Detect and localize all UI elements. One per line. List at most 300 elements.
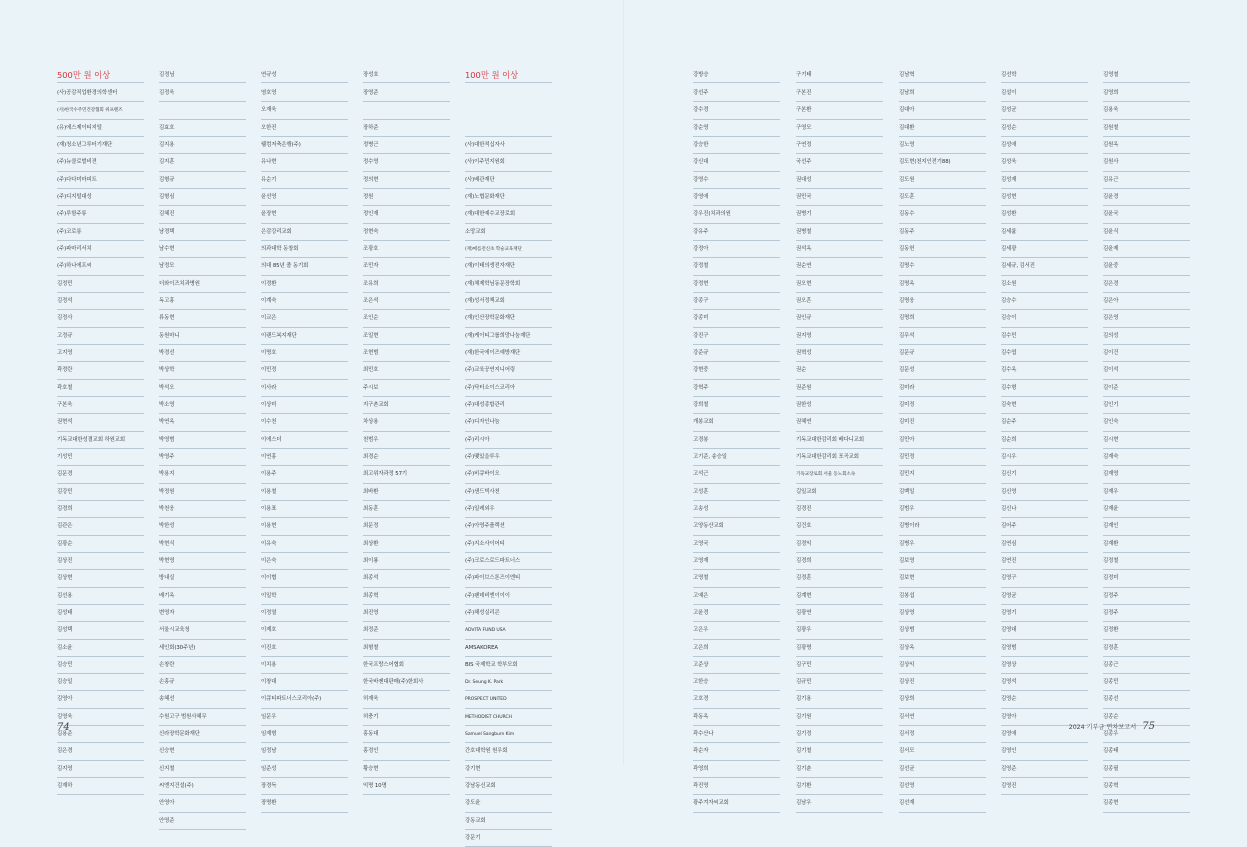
donor-name: 최정준 <box>363 622 450 639</box>
donor-name: 조은석 <box>363 293 450 310</box>
donor-name: 고은우 <box>693 622 780 639</box>
donor-name: 조광호 <box>363 241 450 258</box>
donor-name: 강동교회 <box>465 813 552 830</box>
donor-name: 김승수 <box>1001 293 1088 310</box>
donor-name: 김영애 <box>1001 726 1088 743</box>
donor-name: 김명희 <box>899 310 986 327</box>
donor-name: 강기현 <box>465 761 552 778</box>
donor-name: 권민국 <box>796 189 883 206</box>
donor-name: 김윤중 <box>1103 258 1190 275</box>
donor-name: 허충기 <box>363 709 450 726</box>
donor-name: 정인재 <box>363 206 450 223</box>
donor-name: 박한성 <box>159 518 246 535</box>
donor-name: 한국프랑스어협회 <box>363 657 450 674</box>
donor-name: 의대 85년 졸 동기회 <box>261 258 348 275</box>
donor-name: 차상용 <box>363 414 450 431</box>
donor-name: 익명 10명 <box>363 778 450 795</box>
donor-name: 강현중 <box>693 362 780 379</box>
donor-name: 김성욱 <box>1001 154 1088 171</box>
donor-name: 윤선영 <box>261 189 348 206</box>
donor-name: 김소윤 <box>57 640 144 657</box>
donor-name: 안영준 <box>159 813 246 830</box>
donor-name: 김성택 <box>57 622 144 639</box>
donor-name: 김정주 <box>1103 588 1190 605</box>
donor-name: 김명수 <box>899 258 986 275</box>
donor-name: 김윤식 <box>1103 224 1190 241</box>
donor-name: (재)인산장학문화재단 <box>465 310 552 327</box>
donor-name: 임정남 <box>261 743 348 760</box>
donor-name: 김병이라 <box>899 518 986 535</box>
donor-name: 남경택 <box>159 224 246 241</box>
donor-name: 정원 <box>363 189 450 206</box>
donor-name: 김경희 <box>796 553 883 570</box>
donor-name: 배기옥 <box>159 588 246 605</box>
donor-name: 김종순 <box>1103 709 1190 726</box>
donor-name: (주)샌드빅사천 <box>465 484 552 501</box>
donor-name: 이상미 <box>261 397 348 414</box>
donor-name: 이진호 <box>261 640 348 657</box>
donor-name: 김세륨 <box>1001 224 1088 241</box>
donor-name: 권혁성 <box>796 345 883 362</box>
donor-name: 고준상 <box>693 657 780 674</box>
donor-name: (사)한국수주민건강협회 위프렌즈 <box>57 102 144 119</box>
donor-name: 박현영 <box>159 553 246 570</box>
donor-name: 김상영 <box>899 605 986 622</box>
donor-name: 고정규 <box>57 328 144 345</box>
donor-name: 김영희 <box>1103 85 1190 102</box>
donor-name: 김기환 <box>796 778 883 795</box>
donor-name: 김세광 <box>1001 241 1088 258</box>
donor-name: 구본욱 <box>57 397 144 414</box>
donor-name: (주)지소사이어티 <box>465 536 552 553</box>
donor-name: 최진영 <box>363 605 450 622</box>
donor-name: 임재형 <box>261 726 348 743</box>
donor-name: (재)케이티그룹희망나눔재단 <box>465 328 552 345</box>
donor-name: 곽호철 <box>57 380 144 397</box>
donor-name: (주)팬데비엔이이이 <box>465 588 552 605</box>
donor-name: 박정원 <box>159 484 246 501</box>
donor-name: 김선학 <box>1001 72 1017 78</box>
donor-name: 김원철 <box>1103 120 1190 137</box>
donor-name: 손홍규 <box>159 674 246 691</box>
donor-name: 권현석 <box>57 414 144 431</box>
donor-name: 이큐티파트너스코리아(주) <box>261 691 348 708</box>
donor-name: 강정아 <box>693 241 780 258</box>
donor-name: 김기춘 <box>796 761 883 778</box>
donor-name: 강도윤 <box>465 795 552 812</box>
donor-name: 박천웅 <box>159 501 246 518</box>
donor-name: 김신기 <box>1001 466 1088 483</box>
donor-name: 김상범 <box>899 622 986 639</box>
donor-name: 김구민 <box>796 657 883 674</box>
donor-name: 조현범 <box>363 345 450 362</box>
donor-name: 김윤국 <box>1103 206 1190 223</box>
donor-name: 권지영 <box>796 328 883 345</box>
donor-name: 김범우 <box>899 501 986 518</box>
donor-name: 김영인 <box>1001 743 1088 760</box>
donor-name: 박석오 <box>159 380 246 397</box>
donor-name: (유)에스제이티지털 <box>57 120 144 137</box>
right-col-4 <box>1001 68 1088 795</box>
donor-name: (재)체제학님동문장학회 <box>465 276 552 293</box>
donor-name: 은감강리교회 <box>261 224 348 241</box>
donor-name: 김기정 <box>796 726 883 743</box>
donor-name: 이용철 <box>261 484 348 501</box>
donor-name: 이민정 <box>261 362 348 379</box>
donor-name: 유순기 <box>261 172 348 189</box>
donor-name: 강종구 <box>693 293 780 310</box>
donor-name: (주)맺있을루우 <box>465 449 552 466</box>
donor-name: 김은경 <box>57 743 144 760</box>
donor-name: 김순주 <box>1001 414 1088 431</box>
donor-name: 김동주 <box>899 224 986 241</box>
donor-name: 정수영 <box>363 154 450 171</box>
donor-name: 유나현 <box>261 154 348 171</box>
donor-name: 강영애 <box>693 189 780 206</box>
donor-name: 이창대 <box>261 674 348 691</box>
donor-name: 고지영 <box>57 345 144 362</box>
donor-name: 김영석 <box>1001 674 1088 691</box>
donor-name: 간호대학원 원우회 <box>465 743 552 760</box>
donor-name: 김미정 <box>899 397 986 414</box>
donor-name: (주)하나에프씨 <box>57 258 144 275</box>
donor-name: 김상옥 <box>899 640 986 657</box>
donor-name: (주)파이브스톤즈이엔티 <box>465 570 552 587</box>
donor-name: 임준성 <box>261 761 348 778</box>
empty-cell <box>159 102 246 119</box>
donor-name: 강희철 <box>693 397 780 414</box>
donor-name: 방내실 <box>159 570 246 587</box>
donor-name: 장영준 <box>363 85 450 102</box>
donor-name: 이교은 <box>261 310 348 327</box>
donor-name: 강남동신교회 <box>465 778 552 795</box>
donor-name: 고송성 <box>693 501 780 518</box>
donor-name: (주)디지털대성 <box>57 189 144 206</box>
donor-name: 구기태 <box>796 72 812 78</box>
donor-name: (사)배관재단 <box>465 172 552 189</box>
donor-name: 곽동옥 <box>693 709 780 726</box>
section-header-100: 100만 원 이상 <box>465 68 552 83</box>
donor-name: (주)뉴클로벌비젼 <box>57 154 144 171</box>
donor-name: 김성애 <box>1001 137 1088 154</box>
donor-name: 김강민 <box>57 484 144 501</box>
donor-name: 권석옥 <box>796 241 883 258</box>
right-col-1 <box>693 68 780 813</box>
donor-name: 이명호 <box>261 345 348 362</box>
donor-name: 강유주 <box>693 224 780 241</box>
donor-name: 김수민 <box>1001 328 1088 345</box>
footer-text: 2024 기부금 연차보고서 <box>1068 724 1137 731</box>
donor-name: 권한성 <box>796 397 883 414</box>
donor-name: 김인기 <box>1103 397 1190 414</box>
donor-name: 김재인 <box>1103 518 1190 535</box>
donor-name: PROSPECT UNITED <box>465 691 552 708</box>
donor-name: 황승현 <box>363 761 450 778</box>
donor-name: 김선영 <box>899 778 986 795</box>
left-col-5 <box>465 68 552 847</box>
donor-name: 기독교대한감리회 베다니교회 <box>796 432 883 449</box>
donor-name: 김영구 <box>1001 570 1088 587</box>
donor-name: 국선주 <box>796 154 883 171</box>
donor-name: 송혜선 <box>159 691 246 708</box>
donor-name: 김선재 <box>899 795 986 812</box>
donor-name: 강승한 <box>693 137 780 154</box>
donor-name: 이용현 <box>261 518 348 535</box>
left-col-1 <box>57 68 144 795</box>
donor-name: 곽영희 <box>693 761 780 778</box>
left-col-3 <box>261 68 348 813</box>
donor-name: 손창란 <box>159 657 246 674</box>
donor-name: 김문성 <box>899 362 986 379</box>
donor-name: 김어주 <box>1001 518 1088 535</box>
donor-name: 구본진 <box>796 85 883 102</box>
donor-name: 김윤제 <box>1103 241 1190 258</box>
donor-name: 조유희 <box>363 276 450 293</box>
donor-name: 김성태 <box>57 605 144 622</box>
donor-name: 김규민 <box>796 674 883 691</box>
donor-name: 장하준 <box>363 120 450 137</box>
donor-name: 구연정 <box>796 137 883 154</box>
donor-name: 변영자 <box>159 605 246 622</box>
donor-name: 김보현 <box>899 570 986 587</box>
donor-name: 이에스더 <box>261 432 348 449</box>
donor-name: 김정님 <box>159 72 175 78</box>
donor-name: 김순희 <box>1001 432 1088 449</box>
donor-name: 김상현 <box>57 570 144 587</box>
donor-name: 김성균 <box>1001 102 1088 119</box>
donor-name: 김이석 <box>1103 362 1190 379</box>
donor-name: 소망교회 <box>465 224 552 241</box>
donor-name: 강정현 <box>693 276 780 293</box>
donor-name: 구영모 <box>796 120 883 137</box>
donor-name: 김형규 <box>159 172 246 189</box>
donor-name: 김연진 <box>1001 553 1088 570</box>
donor-name: 이경환 <box>261 276 348 293</box>
donor-name: 허재욱 <box>363 691 450 708</box>
donor-name: 김정철 <box>1103 553 1190 570</box>
donor-name: 류동현 <box>159 310 246 327</box>
donor-name: 홍동대 <box>363 726 450 743</box>
donor-name: 김병우 <box>899 536 986 553</box>
donor-name: 김유근 <box>1103 172 1190 189</box>
donor-name: 김지용 <box>159 137 246 154</box>
donor-name: 김재윤 <box>1103 501 1190 518</box>
donor-name: ADVITA FUND USA <box>465 622 552 639</box>
donor-name: (주)비큐바이오 <box>465 466 552 483</box>
donor-name: 김은아 <box>1103 293 1190 310</box>
donor-name: 김종선 <box>1103 691 1190 708</box>
donor-name: (사)공감직업환경의학센터 <box>57 85 144 102</box>
donor-name: AMSAKOREA <box>465 640 552 657</box>
donor-name: 강우진(치과의원 <box>693 206 780 223</box>
donor-name: 기독교장로회 서울 동노회소속 <box>796 466 883 483</box>
donor-name: 김효호 <box>159 120 246 137</box>
donor-name: (사)이주민지원회 <box>465 154 552 171</box>
donor-name: 김영아 <box>1001 709 1088 726</box>
donor-name: 권순 <box>796 362 883 379</box>
donor-name: 이일학 <box>261 588 348 605</box>
donor-name: 최문정 <box>363 518 450 535</box>
donor-name: 김동수 <box>899 206 986 223</box>
donor-name: 권순연 <box>796 258 883 275</box>
donor-name: 김서모 <box>899 743 986 760</box>
donor-name: 김도원 <box>899 172 986 189</box>
donor-name: 김선용 <box>57 588 144 605</box>
donor-name: 김정민 <box>57 276 144 293</box>
donor-name: 권혜연 <box>796 414 883 431</box>
donor-name: 김문규 <box>899 345 986 362</box>
donor-name: 광주겨자씨교회 <box>693 795 780 812</box>
donor-name: 임문우 <box>261 709 348 726</box>
donor-name: 박용지 <box>159 466 246 483</box>
donor-name: 김재영 <box>1103 466 1190 483</box>
spacer <box>465 85 552 102</box>
donor-name: 강정철 <box>693 258 780 275</box>
donor-name: 김상진 <box>899 674 986 691</box>
donor-name: 권병기 <box>796 206 883 223</box>
donor-name: 김관은 <box>57 518 144 535</box>
donor-name: 김동헌 <box>899 241 986 258</box>
donor-name: 최민호 <box>363 362 450 379</box>
donor-name: 박상학 <box>159 362 246 379</box>
donor-name: 이용표 <box>261 501 348 518</box>
donor-name: 김이건 <box>1103 345 1190 362</box>
donor-name: 한국바젠대판매(주)한회사 <box>363 674 450 691</box>
donor-name: 김승민 <box>57 657 144 674</box>
donor-name: 박소영 <box>159 397 246 414</box>
donor-name: 권병철 <box>796 224 883 241</box>
donor-name: 이사라 <box>261 380 348 397</box>
donor-name: 최종석 <box>363 570 450 587</box>
donor-name: (주)파마리서치 <box>57 241 144 258</box>
donor-name: 정병근 <box>363 137 450 154</box>
donor-name: 김정미 <box>1103 570 1190 587</box>
donor-name: (주)루함주류 <box>57 206 144 223</box>
donor-name: 김상익 <box>899 657 986 674</box>
donor-name: 고영국 <box>693 536 780 553</box>
donor-name: 고한승 <box>693 674 780 691</box>
donor-name: 김무석 <box>899 328 986 345</box>
donor-name: (재)노협문화재단 <box>465 189 552 206</box>
donor-name: 김의성 <box>1103 328 1190 345</box>
donor-name: 권인규 <box>796 310 883 327</box>
right-col-2 <box>796 68 883 813</box>
donor-name: 김세규, 김서진 <box>1001 258 1088 275</box>
donor-name: 고석근 <box>693 466 780 483</box>
donor-name: 강수경 <box>693 102 780 119</box>
page-number-left: 74 <box>57 722 70 733</box>
donor-name: 김정훈 <box>1103 640 1190 657</box>
donor-name: (재)청소년그루터기재단 <box>57 137 144 154</box>
donor-name: 박현식 <box>159 536 246 553</box>
donor-name: 김서연 <box>899 709 986 726</box>
donor-name: 강혁주 <box>693 380 780 397</box>
donor-name: 이제호 <box>261 622 348 639</box>
donor-name: (주)해성실리콘 <box>465 605 552 622</box>
donor-name: 곽정란 <box>57 362 144 379</box>
donor-name: 강진구 <box>693 328 780 345</box>
donor-name: 이유숙 <box>261 536 348 553</box>
donor-name: 김종필 <box>1103 761 1190 778</box>
donor-name: 김종태 <box>1103 743 1190 760</box>
donor-name: 곽순자 <box>693 743 780 760</box>
donor-name: 김봉섭 <box>899 588 986 605</box>
donor-name: 정의현 <box>363 172 450 189</box>
donor-name: 김상진 <box>57 553 144 570</box>
donor-name: 오한진 <box>261 120 348 137</box>
donor-name: 김영진 <box>1001 778 1088 795</box>
donor-name: 김노영 <box>899 137 986 154</box>
donor-name: 지구촌교회 <box>363 397 450 414</box>
donor-name: 김광명 <box>796 640 883 657</box>
donor-name: 김영준 <box>1001 761 1088 778</box>
donor-name: (재)성서정책교회 <box>465 293 552 310</box>
donor-name: 김형심 <box>159 189 246 206</box>
donor-name: (주)닥터소이스코리아 <box>465 380 552 397</box>
donor-name: 강준규 <box>693 345 780 362</box>
donor-name: (재)한국에이즈예방재단 <box>465 345 552 362</box>
donor-name: 김남희 <box>899 85 986 102</box>
donor-name: 김수옥 <box>1001 362 1088 379</box>
donor-name: 세인회(30주년) <box>159 640 246 657</box>
donor-name: 고윤경 <box>693 605 780 622</box>
donor-name: 김시현 <box>1103 432 1190 449</box>
donor-name: 이계숙 <box>261 293 348 310</box>
page-number-right: 75 <box>1142 721 1155 732</box>
donor-name: 조일현 <box>363 328 450 345</box>
donor-name: 이랜드복지재단 <box>261 328 348 345</box>
donor-name: 강영수 <box>693 172 780 189</box>
donor-name: 김남혁 <box>899 72 915 78</box>
donor-name: 김서정 <box>899 726 986 743</box>
donor-name: 김영순 <box>1001 691 1088 708</box>
donor-name: 신라장학문화재단 <box>159 726 246 743</box>
donor-name: 권준원 <box>796 380 883 397</box>
donor-name: 고은희 <box>693 640 780 657</box>
donor-name: 김기철 <box>796 743 883 760</box>
donor-name: 구본환 <box>796 102 883 119</box>
donor-name: 김명웅 <box>899 293 986 310</box>
donor-name: 의과대학 동창회 <box>261 241 348 258</box>
donor-name: 김종민 <box>1103 674 1190 691</box>
donor-name: 김경희 <box>57 501 144 518</box>
donor-name: 웰컴저축은행(주) <box>261 137 348 154</box>
donor-name: 조민자 <box>363 258 450 275</box>
donor-name: 김대아 <box>899 102 986 119</box>
left-col-4 <box>363 68 450 795</box>
donor-name: 김은영 <box>1103 310 1190 327</box>
donor-name: 더와이즈치과병원 <box>159 276 246 293</box>
donor-name: (주)디자인나눔 <box>465 414 552 431</box>
donor-name: 장성호 <box>363 72 379 78</box>
donor-name: 고양동산교회 <box>693 518 780 535</box>
donor-name: 김재숙 <box>1103 449 1190 466</box>
donor-name: 김경진 <box>796 501 883 518</box>
donor-name: 김정주 <box>1103 605 1190 622</box>
donor-name: 권오현 <box>796 276 883 293</box>
donor-name: METHODIST CHURCH <box>465 709 552 726</box>
donor-name: (주)다다미마피트 <box>57 172 144 189</box>
donor-name: 김성현 <box>1001 189 1088 206</box>
donor-name: 조인순 <box>363 310 450 327</box>
donor-name: 김영철 <box>1103 72 1119 78</box>
donor-name: 김도훈 <box>899 189 986 206</box>
donor-name: 김원사 <box>1103 154 1190 171</box>
donor-name: 고영재 <box>693 553 780 570</box>
donor-name: 김계현 <box>796 588 883 605</box>
donor-name: 김보영 <box>899 553 986 570</box>
donor-name: 길일교회 <box>796 484 883 501</box>
